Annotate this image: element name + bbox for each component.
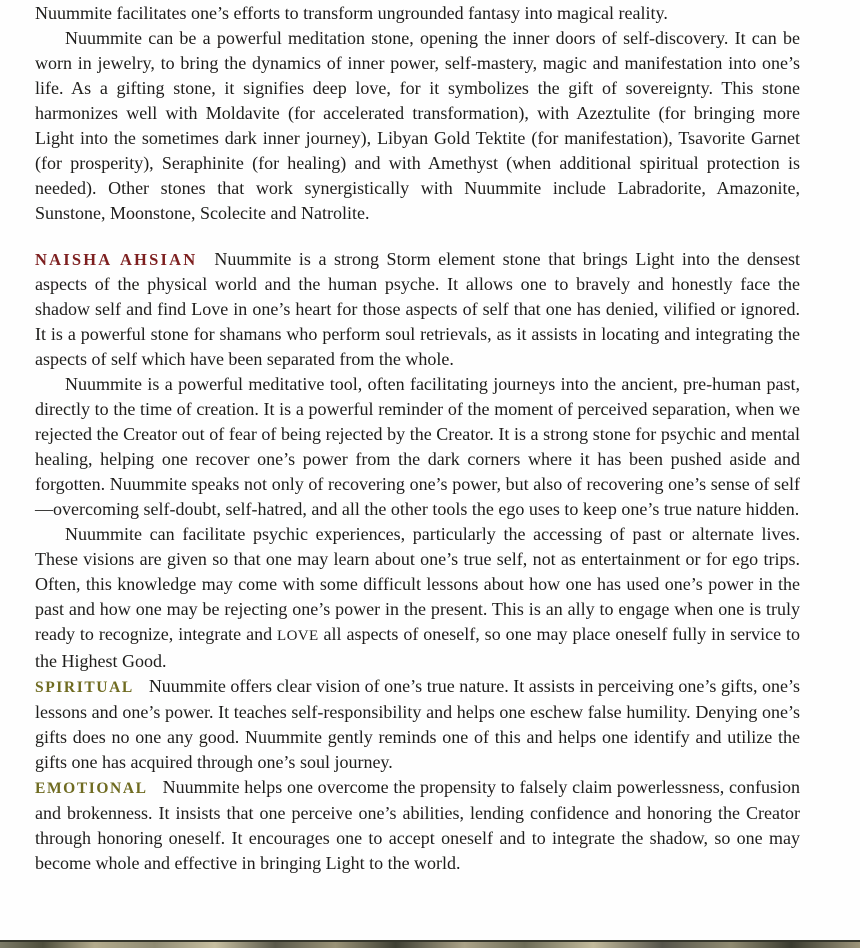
emotional-paragraph xyxy=(35,775,800,876)
naisha-paragraph-1-text: Nuummite is a strong Storm element stone that brings Light into the densest aspects of the physical world and the human psyche. It allows one to bravely and honestly face the shadow self and find Love in one’s heart for those aspects of self that one has denied, vilified or ignored. It is a powerful stone for shamans who perform soul retrievals, as it assists in locating and integrating the aspects of self which have been separated from the whole. xyxy=(35,249,800,369)
naisha-ahsian-paragraph-3 xyxy=(35,522,800,674)
naisha-ahsian-paragraph-1 xyxy=(35,247,800,372)
intro-fragment-paragraph xyxy=(35,1,800,26)
photo-top-edge xyxy=(0,940,860,948)
meditation-stone-text: Nuummite can be a powerful meditation stone, opening the inner doors of self-discovery. It can be worn in jewelry, to bring the dynamics of inner power, self-mastery, magic and manifestation into one’s life. As a gifting stone, it signifies deep love, for it symbolizes the gift of sovereignty. This stone harmonizes well with Moldavite (for accelerated transformation), with Azeztulite (for bringing more Light into the sometimes dark inner journey), Libyan Gold Tektite (for manifestation), Tsavorite Garnet (for prosperity), Seraphinite (for healing) and with Amethyst (when additional spiritual protection is needed). Other stones that work synergistically with Nuummite include Labradorite, Amazonite, Sunstone, Moonstone, Scolecite and Natrolite. xyxy=(35,28,800,223)
meditation-stone-paragraph xyxy=(35,26,800,226)
section-heading-emotional: EMOTIONAL xyxy=(35,780,148,797)
spiritual-paragraph xyxy=(35,674,800,775)
text-column xyxy=(35,1,800,876)
naisha-paragraph-3-text-post: all aspects of oneself, so one may place oneself fully in service to the Highest Good. xyxy=(35,624,800,671)
naisha-paragraph-3-text-pre: Nuummite can facilitate psychic experiences, particularly the accessing of past or alternate lives. These visions are given so that one may learn about one’s true self, not as entertainment or for ego trips. Often, this knowledge may come with some difficult lessons about how one has used one’s power in the past and how one may be rejecting one’s power in the present. This is an ally to engage when one is truly ready to recognize, integrate and xyxy=(35,524,800,644)
naisha-paragraph-2-text: Nuummite is a powerful meditative tool, often facilitating journeys into the ancient, pre-human past, directly to the time of creation. It is a powerful reminder of the moment of perceived separation, when we rejected the Creator out of fear of being rejected by the Creator. It is a strong stone for psychic and mental healing, helping one recover one’s power from the dark corners where it has been pushed aside and forgotten. Nuummite speaks not only of recovering one’s power, but also of recovering one’s sense of self—overcoming self-doubt, self-hatred, and all the other tools the ego uses to keep one’s true nature hidden. xyxy=(35,374,800,519)
intro-fragment-text: Nuummite facilitates one’s efforts to transform ungrounded fantasy into magical reality. xyxy=(35,3,668,23)
love-smallcaps-word: LOVE xyxy=(277,628,319,644)
emotional-text: Nuummite helps one overcome the propensity to falsely claim powerlessness, confusion and brokenness. It insists that one perceive one’s abilities, lending confidence and honoring the Creator through honoring oneself. It encourages one to accept oneself and to integrate the shadow, so one may become whole and effective in bringing Light to the world. xyxy=(35,777,800,873)
naisha-ahsian-paragraph-2 xyxy=(35,372,800,522)
section-heading-spiritual: SPIRITUAL xyxy=(35,679,134,696)
author-heading-naisha-ahsian: NAISHA AHSIAN xyxy=(35,250,198,269)
spiritual-text: Nuummite offers clear vision of one’s true nature. It assists in perceiving one’s gifts, one’s lessons and one’s power. It teaches self-responsibility and helps one eschew false humility. Denying one’s gifts does no one any good. Nuummite gently reminds one of this and helps one identify and utilize the gifts one has acquired through one’s soul journey. xyxy=(35,676,800,772)
